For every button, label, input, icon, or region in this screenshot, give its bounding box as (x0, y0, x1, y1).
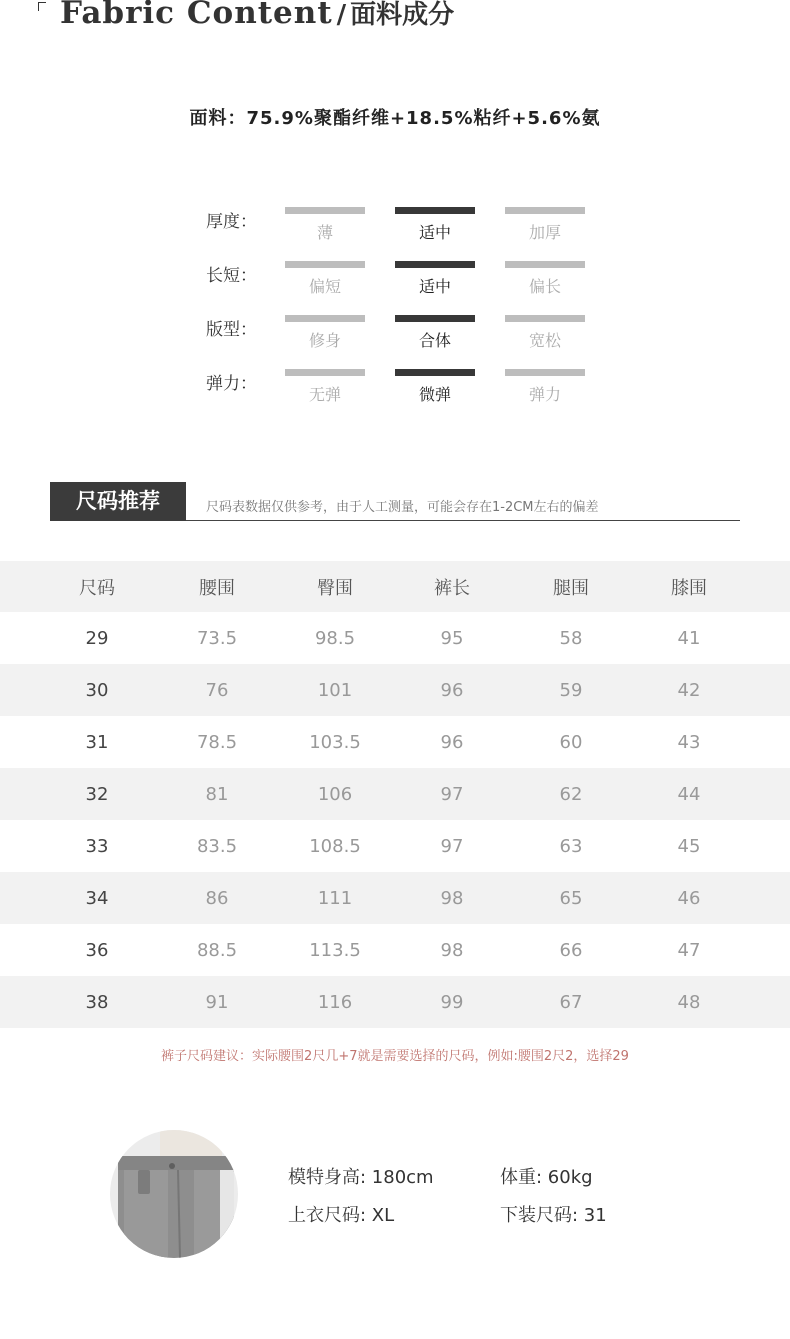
scale-bar (505, 261, 585, 268)
table-header-row (0, 561, 790, 612)
table-cell: 103.5 (309, 731, 361, 753)
table-cell: 62 (559, 783, 583, 805)
title-separator: / (336, 0, 347, 30)
option-label: 合体 (418, 331, 451, 350)
title-english: Fabric Content (60, 0, 333, 31)
attribute-option (505, 207, 585, 243)
size-section-title: 尺码推荐 (50, 482, 186, 521)
fabric-composition: 面料：75.9%聚酯纤维+18.5%粘纤+5.6%氨 (189, 108, 601, 129)
option-label: 微弹 (418, 385, 451, 404)
table-row (0, 612, 790, 664)
header-divider (186, 520, 740, 521)
attribute-label: 厚度： (206, 212, 257, 232)
attribute-row (0, 207, 790, 251)
scale-bar (285, 261, 365, 268)
scale-bar (505, 315, 585, 322)
table-cell: 108.5 (309, 835, 361, 857)
option-label: 偏短 (308, 277, 341, 296)
corner-bracket-decoration (38, 2, 46, 11)
table-row (0, 820, 790, 872)
table-cell: 43 (677, 731, 701, 753)
table-cell: 73.5 (196, 627, 238, 649)
model-photo (110, 1130, 238, 1258)
table-cell: 113.5 (309, 939, 361, 961)
attribute-option (505, 369, 585, 405)
table-cell: 101 (317, 679, 353, 701)
column-header: 腰围 (199, 577, 235, 599)
table-cell: 45 (677, 835, 701, 857)
option-label: 偏长 (528, 277, 561, 296)
table-cell: 63 (559, 835, 583, 857)
option-label: 适中 (418, 277, 451, 296)
scale-bar (285, 369, 365, 376)
option-label: 弹力 (528, 385, 561, 404)
table-cell: 95 (440, 627, 464, 649)
title-chinese: 面料成分 (350, 0, 455, 30)
scale-bar (395, 315, 475, 322)
option-label: 加厚 (528, 223, 561, 242)
table-cell: 41 (677, 627, 701, 649)
table-row (0, 872, 790, 924)
table-cell: 81 (205, 783, 229, 805)
table-cell: 83.5 (196, 835, 238, 857)
trousers-photo-illustration (110, 1130, 238, 1258)
table-cell: 58 (559, 627, 583, 649)
table-row (0, 768, 790, 820)
column-header: 腿围 (553, 577, 589, 599)
table-cell: 78.5 (196, 731, 238, 753)
size-section-header (50, 482, 740, 522)
attribute-label: 弹力： (206, 374, 257, 394)
table-row (0, 976, 790, 1028)
scale-bar (285, 315, 365, 322)
attribute-row (0, 369, 790, 413)
table-cell: 97 (440, 783, 464, 805)
scale-bar (505, 207, 585, 214)
scale-bar (505, 369, 585, 376)
page-title (60, 0, 454, 31)
column-header: 臀围 (317, 577, 353, 599)
size-tip: 裤子尺码建议：实际腰围2尺几+7就是需要选择的尺码，例如:腰围2尺2，选择29 (161, 1049, 629, 1064)
table-cell: 86 (205, 887, 229, 909)
table-cell: 96 (440, 679, 464, 701)
table-cell: 91 (205, 991, 229, 1013)
attribute-option-selected (395, 369, 475, 405)
table-cell: 96 (440, 731, 464, 753)
attribute-option (285, 369, 365, 405)
size-section-note: 尺码表数据仅供参考，由于人工测量，可能会存在1-2CM左右的偏差 (206, 500, 599, 515)
table-row (0, 664, 790, 716)
table-cell: 44 (677, 783, 701, 805)
attribute-option-selected (395, 315, 475, 351)
attribute-label: 长短： (206, 266, 257, 286)
size-table (0, 561, 790, 1028)
table-row (0, 716, 790, 768)
option-label: 宽松 (528, 331, 561, 350)
model-top-size: 上衣尺码: XL (288, 1205, 395, 1226)
table-cell: 98.5 (314, 627, 356, 649)
table-cell: 106 (317, 783, 353, 805)
model-bottom-size: 下装尺码: 31 (500, 1205, 607, 1226)
attribute-option-selected (395, 261, 475, 297)
table-row (0, 924, 790, 976)
table-cell: 36 (85, 939, 109, 961)
table-cell: 47 (677, 939, 701, 961)
attribute-row (0, 315, 790, 359)
table-cell: 116 (317, 991, 353, 1013)
table-cell: 34 (85, 887, 109, 909)
scale-bar (395, 261, 475, 268)
table-cell: 30 (85, 679, 109, 701)
table-cell: 99 (440, 991, 464, 1013)
table-cell: 31 (85, 731, 109, 753)
table-cell: 65 (559, 887, 583, 909)
table-cell: 29 (85, 627, 109, 649)
table-cell: 66 (559, 939, 583, 961)
scale-bar (395, 369, 475, 376)
table-cell: 88.5 (196, 939, 238, 961)
option-label: 薄 (316, 223, 333, 242)
attribute-option (505, 315, 585, 351)
table-cell: 33 (85, 835, 109, 857)
model-weight: 体重: 60kg (500, 1167, 593, 1188)
table-cell: 111 (317, 887, 353, 909)
table-cell: 98 (440, 939, 464, 961)
column-header: 尺码 (79, 577, 115, 599)
scale-bar (395, 207, 475, 214)
attribute-label: 版型： (206, 320, 257, 340)
table-cell: 76 (205, 679, 229, 701)
attribute-option-selected (395, 207, 475, 243)
attribute-option (285, 315, 365, 351)
table-cell: 59 (559, 679, 583, 701)
option-label: 适中 (418, 223, 451, 242)
attribute-row (0, 261, 790, 305)
table-cell: 98 (440, 887, 464, 909)
option-label: 修身 (308, 331, 341, 350)
table-cell: 60 (559, 731, 583, 753)
attribute-option (285, 261, 365, 297)
attribute-option (505, 261, 585, 297)
column-header: 膝围 (671, 577, 707, 599)
table-cell: 97 (440, 835, 464, 857)
table-cell: 46 (677, 887, 701, 909)
model-height: 模特身高: 180cm (288, 1167, 434, 1188)
attribute-option (285, 207, 365, 243)
table-cell: 42 (677, 679, 701, 701)
table-cell: 48 (677, 991, 701, 1013)
scale-bar (285, 207, 365, 214)
table-cell: 67 (559, 991, 583, 1013)
table-cell: 38 (85, 991, 109, 1013)
table-cell: 32 (85, 783, 109, 805)
column-header: 裤长 (434, 577, 470, 599)
option-label: 无弹 (308, 385, 341, 404)
